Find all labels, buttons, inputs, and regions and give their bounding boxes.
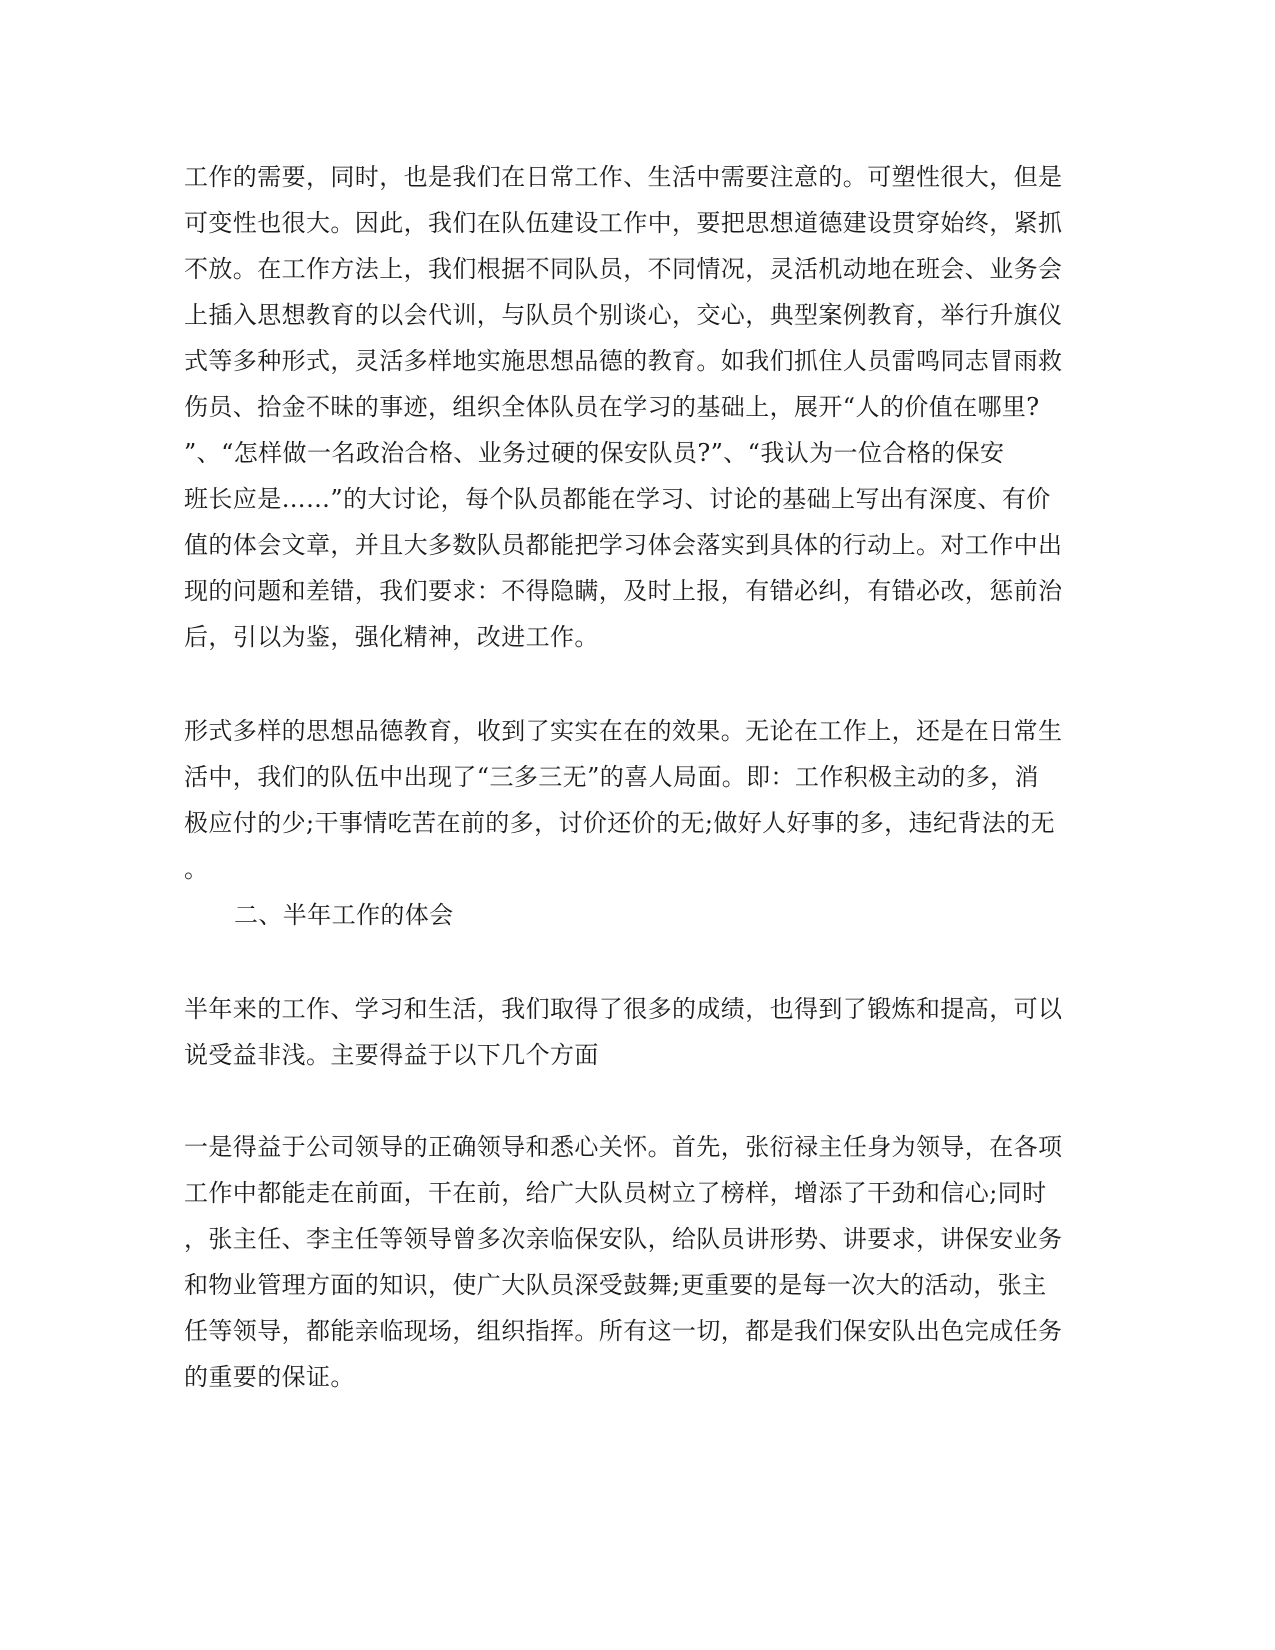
paragraph-1-line-7: ”、“怎样做一名政治合格、业务过硬的保安队员?”、“我认为一位合格的保安	[184, 439, 1005, 467]
paragraph-4-line-1: 一是得益于公司领导的正确领导和悉心关怀。首先，张衍禄主任身为领导，在各项	[184, 1133, 1063, 1161]
paragraph-1-line-11: 后，引以为鉴，强化精神，改进工作。	[184, 623, 599, 651]
paragraph-1-line-3: 不放。在工作方法上，我们根据不同队员，不同情况，灵活机动地在班会、业务会	[184, 255, 1063, 283]
paragraph-1-line-2: 可变性也很大。因此，我们在队伍建设工作中，要把思想道德建设贯穿始终，紧抓	[184, 209, 1063, 237]
paragraph-2-line-3: 极应付的少;干事情吃苦在前的多，讨价还价的无;做好人好事的多，违纪背法的无	[184, 809, 1055, 837]
section-heading: 二、半年工作的体会	[234, 901, 454, 929]
paragraph-4-line-3: ，张主任、李主任等领导曾多次亲临保安队，给队员讲形势、讲要求，讲保安业务	[184, 1225, 1063, 1253]
paragraph-2-line-2: 活中，我们的队伍中出现了“三多三无”的喜人局面。即：工作积极主动的多，消	[184, 763, 1039, 791]
paragraph-1-line-10: 现的问题和差错，我们要求：不得隐瞒，及时上报，有错必纠，有错必改，惩前治	[184, 577, 1063, 605]
paragraph-4-line-6: 的重要的保证。	[184, 1363, 355, 1391]
paragraph-1-line-9: 值的体会文章，并且大多数队员都能把学习体会落实到具体的行动上。对工作中出	[184, 531, 1063, 559]
paragraph-4-line-2: 工作中都能走在前面，干在前，给广大队员树立了榜样，增添了干劲和信心;同时	[184, 1179, 1047, 1207]
paragraph-2-line-1: 形式多样的思想品德教育，收到了实实在在的效果。无论在工作上，还是在日常生	[184, 717, 1063, 745]
paragraph-1-line-6: 伤员、拾金不昧的事迹，组织全体队员在学习的基础上，展开“人的价值在哪里?	[184, 393, 1040, 421]
paragraph-4-line-4: 和物业管理方面的知识，使广大队员深受鼓舞;更重要的是每一次大的活动，张主	[184, 1271, 1047, 1299]
paragraph-3-line-2: 说受益非浅。主要得益于以下几个方面	[184, 1041, 599, 1069]
paragraph-1-line-8: 班长应是……”的大讨论，每个队员都能在学习、讨论的基础上写出有深度、有价	[184, 485, 1051, 513]
paragraph-1-line-5: 式等多种形式，灵活多样地实施思想品德的教育。如我们抓住人员雷鸣同志冒雨救	[184, 347, 1063, 375]
paragraph-1-line-1: 工作的需要，同时，也是我们在日常工作、生活中需要注意的。可塑性很大，但是	[184, 163, 1063, 191]
paragraph-3-line-1: 半年来的工作、学习和生活，我们取得了很多的成绩，也得到了锻炼和提高，可以	[184, 995, 1063, 1023]
paragraph-4-line-5: 任等领导，都能亲临现场，组织指挥。所有这一切，都是我们保安队出色完成任务	[184, 1317, 1063, 1345]
paragraph-2-line-4: 。	[184, 855, 209, 883]
paragraph-1-line-4: 上插入思想教育的以会代训，与队员个别谈心，交心，典型案例教育，举行升旗仪	[184, 301, 1063, 329]
